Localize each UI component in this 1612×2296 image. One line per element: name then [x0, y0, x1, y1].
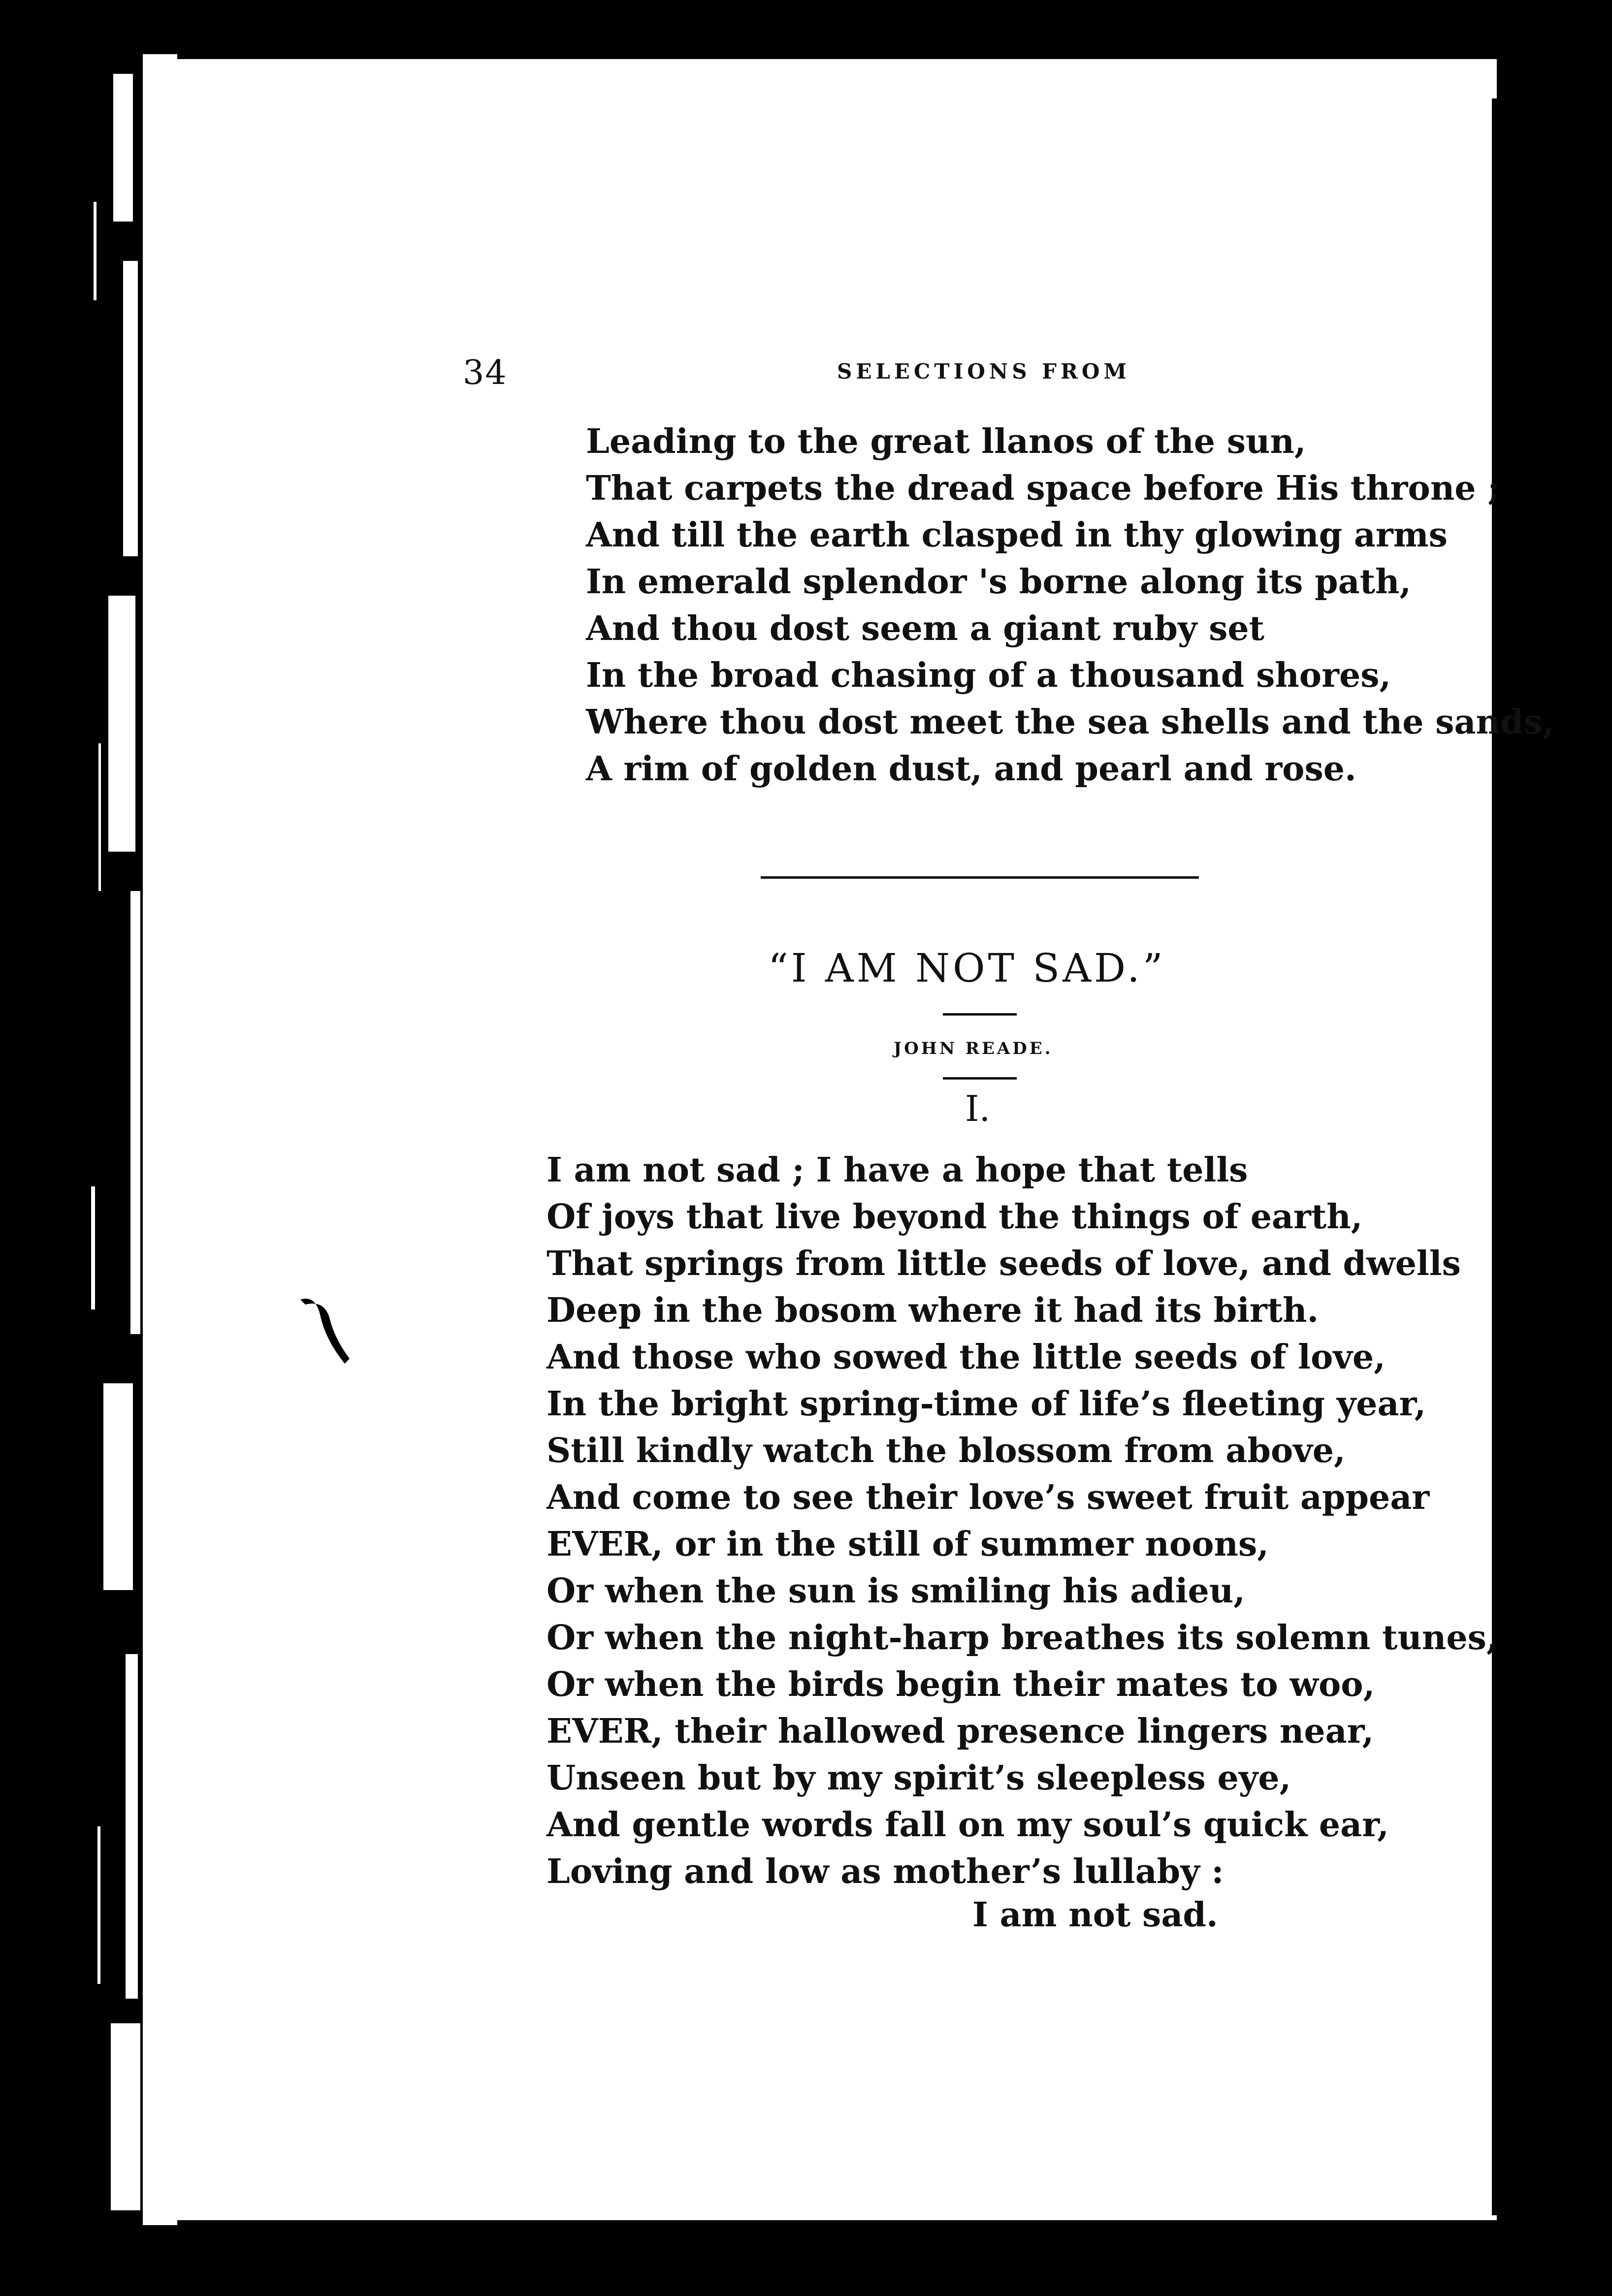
poem-author: JOHN READE.	[894, 1039, 1053, 1058]
verse-line: Unseen but by my spirit’s sleepless eye,	[547, 1758, 1291, 1798]
verse-line: And till the earth clasped in thy glowing arms	[586, 515, 1448, 555]
title-rule	[943, 1013, 1017, 1016]
verse-line: And gentle words fall on my soul’s quick ear,	[547, 1805, 1389, 1845]
scan-edge-noise-left	[84, 54, 177, 2225]
verse-line: That carpets the dread space before His throne ;	[586, 469, 1500, 508]
verse-line: And come to see their love’s sweet fruit appear	[547, 1478, 1430, 1517]
verse-line: Or when the sun is smiling his adieu,	[547, 1571, 1245, 1611]
verse-line: That springs from little seeds of love, and dwells	[547, 1244, 1461, 1283]
stray-ink-mark	[295, 1295, 364, 1373]
verse-line: I am not sad ; I have a hope that tells	[547, 1150, 1248, 1190]
verse-line: And thou dost seem a giant ruby set	[586, 609, 1265, 648]
verse-line: Loving and low as mother’s lullaby :	[547, 1852, 1224, 1891]
verse-line: Or when the birds begin their mates to woo,	[547, 1665, 1375, 1704]
section-number: I.	[965, 1088, 991, 1129]
running-title: SELECTIONS FROM	[837, 359, 1130, 383]
verse-line: A rim of golden dust, and pearl and rose.	[586, 749, 1356, 789]
verse-line: Deep in the bosom where it had its birth.	[547, 1291, 1319, 1330]
verse-line: Where thou dost meet the sea shells and the sands,	[586, 702, 1554, 742]
verse-line: In the broad chasing of a thousand shores,	[586, 656, 1391, 695]
verse-line: In emerald splendor 's borne along its path,	[586, 562, 1412, 602]
verse-line: Or when the night-harp breathes its solemn tunes,	[547, 1618, 1498, 1658]
verse-line: Of joys that live beyond the things of earth,	[547, 1197, 1363, 1237]
author-rule	[943, 1077, 1017, 1080]
page-number: 34	[463, 353, 508, 392]
verse-line: Leading to the great llanos of the sun,	[586, 422, 1306, 461]
verse-line: EVER, their hallowed presence lingers near,	[547, 1712, 1374, 1751]
closing-line: I am not sad.	[972, 1895, 1218, 1935]
poem-stanza	[547, 1147, 1498, 1895]
verse-line: Still kindly watch the blossom from above,	[547, 1431, 1346, 1470]
scanned-page	[167, 59, 1497, 2220]
verse-line: EVER, or in the still of summer noons,	[547, 1525, 1269, 1564]
section-divider	[761, 876, 1199, 879]
stanza-continued	[586, 418, 1554, 793]
verse-line: And those who sowed the little seeds of love,	[547, 1338, 1386, 1377]
verse-line: In the bright spring-time of life’s fleeting year,	[547, 1384, 1426, 1424]
poem-title: “I AM NOT SAD.”	[768, 945, 1166, 991]
